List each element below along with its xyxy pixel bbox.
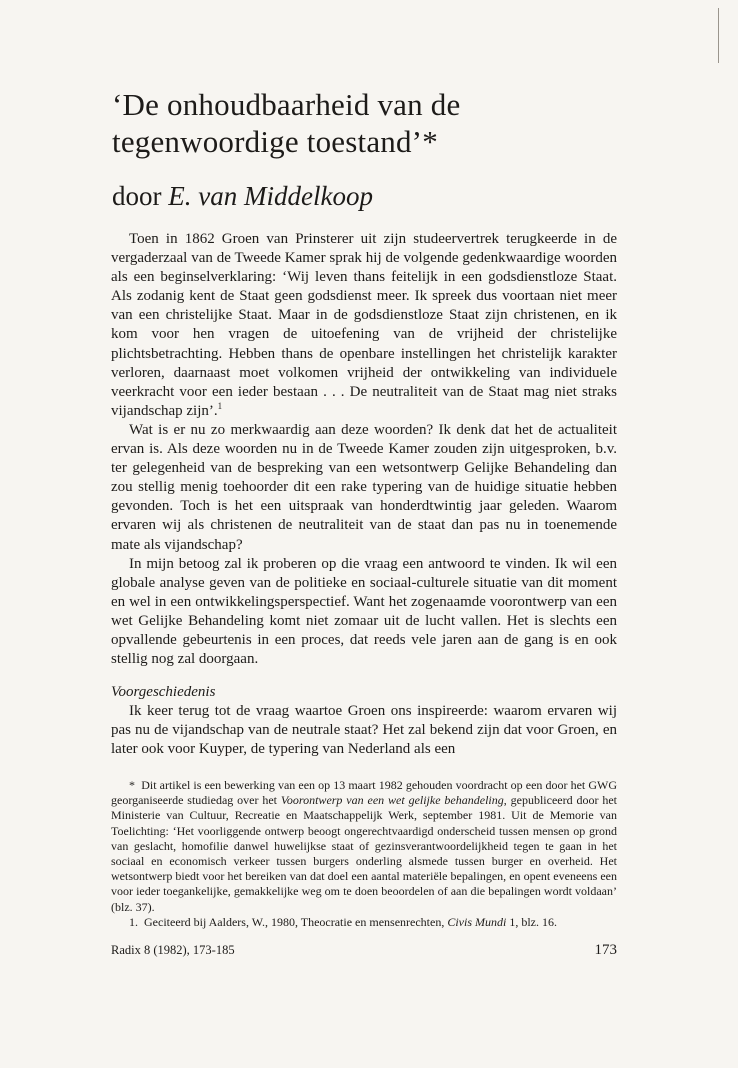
page-edge-line [718, 8, 719, 63]
author-name: E. van Middelkoop [168, 181, 373, 211]
article-body [111, 230, 617, 760]
paragraph: In mijn betoog zal ik proberen op die vraag een antwoord te vinden. Ik wil een globale analyse geven van de politieke en sociaal-culturele situatie van dit moment en wel in een ontwikkelingsperspectief. Want het zogenaamde voorontwerp van een wet Gelijke Behandeling komt niet zomaar uit de lucht vallen. Het is slechts een opvallende gebeurtenis in een proces, dat reeds vele jaren aan de gang is en ook stellig nog zal doorgaan. [111, 555, 617, 668]
footnote-text: , gepubliceerd door het Ministerie van Cultuur, Recreatie en Maatschappelijk Werk, september 1981. Uit de Memorie van Toelichting: ‘Het voorliggende ontwerp beoogt ongerechtvaardigd onderscheid tussen mensen op grond van geslacht, homofilie danwel huwelijkse staat of gezinsverantwoordelijkheid tegen te gaan in het sociaal en economisch verkeer tussen burgers onderling alsmede tussen burger en overheid. Het wetsontwerp biedt voor het bereiken van dat doel een aantal materiële bepalingen, en opent eveneens een voor ieder toegankelijke, gemakkelijke weg om te doen beoordelen of aan die bepalingen wordt voldaan’ (blz. 37). [111, 793, 617, 914]
page-number: 173 [594, 942, 617, 958]
author-prefix: door [112, 181, 162, 211]
footnote-star [111, 778, 617, 915]
footnote-1 [111, 915, 617, 930]
article-title: ‘De onhoudbaarheid van de tegenwoordige toestand’* [112, 87, 461, 159]
article-author [112, 180, 612, 212]
paragraph-text: Toen in 1862 Groen van Prinsterer uit zijn studeervertrek terugkeerde in de vergaderzaal van de Tweede Kamer sprak hij de volgende gedenkwaardige woorden als een beginselverklaring: ‘Wij leven thans feitelijk in een godsdienstloze Staat. Als zodanig kent de Staat geen godsdienst meer. Ik spreek dus voortaan niet meer van een christelijke Staat. Maar in de godsdienstloze Staat zijn christenen, en ik kom voor hen vragen de uitoefening van de vrijheid der christelijke plichtsbetrachting. Hebben thans de openbare instellingen het christelijk karakter verloren, daarnaast moet volkomen vrijheid der ontwikkeling van individuele veerkracht voor een ieder bestaan . . . De neutraliteit van de Staat mag niet straks vijandschap zijn’. [111, 231, 617, 419]
footnote-marker: * [129, 778, 135, 792]
journal-citation: Radix 8 (1982), 173-185 [111, 943, 235, 957]
footnote-marker: 1. [129, 914, 138, 929]
footnote-title: Voorontwerp van een wet gelijke behandeling [280, 793, 504, 808]
footnote-text: Dit artikel is een bewerking van een op 13 maart 1982 gehouden voordracht op een door het GWG georganiseerde studiedag over het [111, 778, 618, 808]
page-footer [111, 942, 617, 959]
paragraph: Ik keer terug tot de vraag waartoe Groen ons inspireerde: waarom ervaren wij pas nu de vijandschap van de neutrale staat? Het zal bekend zijn dat voor Groen, en later ook voor Kuyper, de typering van Nederland als een [111, 703, 617, 758]
paragraph [111, 230, 617, 421]
section-heading: Voorgeschiedenis [111, 684, 216, 701]
paragraph: Wat is er nu zo merkwaardig aan deze woorden? Ik denk dat het de actualiteit ervan is. Als deze woorden nu in de Tweede Kamer zouden zijn uitgesproken, b.v. ter gelegenheid van de bespreking van een wetsontwerp Gelijke Behandeling dan zou stellig menig toehoorder dit een rake typering van de huidige situatie hebben gevonden. Toch is het een uitspraak van honderdtwintig jaar geleden. Waarom ervaren wij als christenen de neutraliteit van de staat dan pas nu in toenemende mate als vijandschap? [111, 421, 617, 553]
footnote-text: 1, blz. 16. [509, 914, 558, 929]
footnote-reference: 1 [217, 400, 223, 411]
footnote-title: Civis Mundi [447, 914, 507, 929]
footnote-text: Geciteerd bij Aalders, W., 1980, Theocratie en mensenrechten, [144, 914, 445, 929]
footnotes [111, 778, 617, 930]
